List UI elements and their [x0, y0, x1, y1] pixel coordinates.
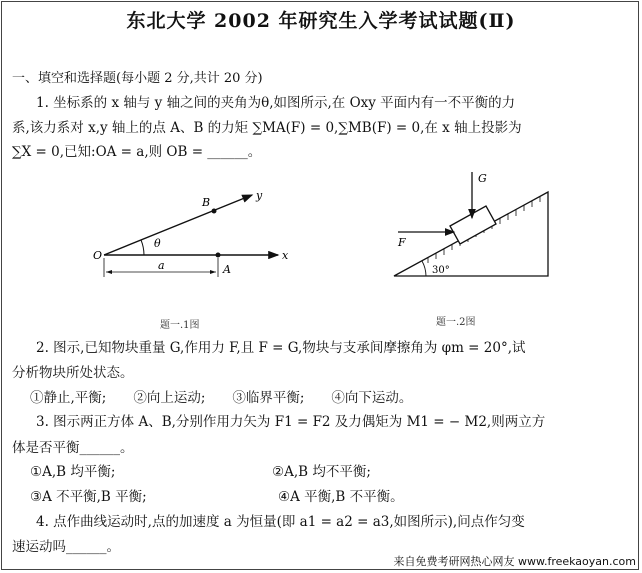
- label-angle: 30°: [432, 265, 450, 276]
- label-theta: θ: [154, 237, 161, 250]
- section-heading: 一、填空和选择题(每小题 2 分,共计 20 分): [12, 71, 263, 86]
- q3-line2: 体是否平衡______。: [12, 440, 134, 456]
- theta-arc: [141, 240, 144, 255]
- figure-2-diagram: [388, 168, 560, 283]
- figure-1-diagram: [90, 185, 300, 300]
- label-a-point: A: [223, 263, 231, 276]
- figure-2-caption: 题一.2图: [436, 317, 476, 328]
- label-f: F: [398, 236, 406, 249]
- label-g: G: [478, 172, 487, 185]
- block: [450, 206, 496, 244]
- q1-line3: ∑X = 0,已知:OA = a,则 OB = ______。: [12, 144, 262, 160]
- label-a-dim: a: [158, 259, 165, 272]
- label-y: y: [256, 189, 263, 202]
- q1-line2: 系,该力系对 x,y 轴上的点 A、B 的力矩 ∑MA(F) = 0,∑MB(F) = 0,在 x 轴上投影为: [12, 120, 522, 136]
- y-axis: [104, 195, 252, 255]
- q2-line2: 分析物块所处状态。: [12, 365, 134, 381]
- q3-option2: ②A,B 均不平衡;: [272, 464, 371, 480]
- label-x: x: [282, 249, 289, 262]
- point-a: [216, 253, 221, 258]
- q2-options: ①静止,平衡; ②向上运动; ③临界平衡; ④向下运动。: [30, 390, 413, 406]
- q4-line1: 4. 点作曲线运动时,点的加速度 a 为恒量(即 a1 = a2 = a3,如图所示),问点作匀变: [36, 514, 525, 530]
- q3-line1: 3. 图示两正方体 A、B,分别作用力矢为 F1 = F2 及力偶矩为 M1 = − M2,则两立方: [36, 414, 546, 430]
- source-footer: 来自免费考研网热心网友 www.freekaoyan.com: [393, 555, 636, 568]
- q3-option3: ③A 不平衡,B 平衡;: [30, 489, 147, 505]
- q1-line1: 1. 坐标系的 x 轴与 y 轴之间的夹角为θ,如图所示,在 Oxy 平面内有一不平衡的力: [36, 95, 516, 111]
- q3-option1: ①A,B 均平衡;: [30, 464, 116, 480]
- label-o: O: [93, 249, 103, 262]
- point-b: [212, 209, 217, 214]
- q4-line2: 速运动吗______。: [12, 539, 120, 555]
- angle-arc: [422, 261, 426, 276]
- q3-option4: ④A 平衡,B 不平衡。: [278, 489, 404, 505]
- exam-title: 东北大学 2002 年研究生入学考试试题(Ⅱ): [126, 10, 516, 32]
- label-b: B: [202, 196, 211, 209]
- figure-1-caption: 题一.1图: [160, 320, 200, 331]
- q2-line1: 2. 图示,已知物块重量 G,作用力 F,且 F = G,物块与支承间摩擦角为 φm = 20°,试: [36, 340, 526, 356]
